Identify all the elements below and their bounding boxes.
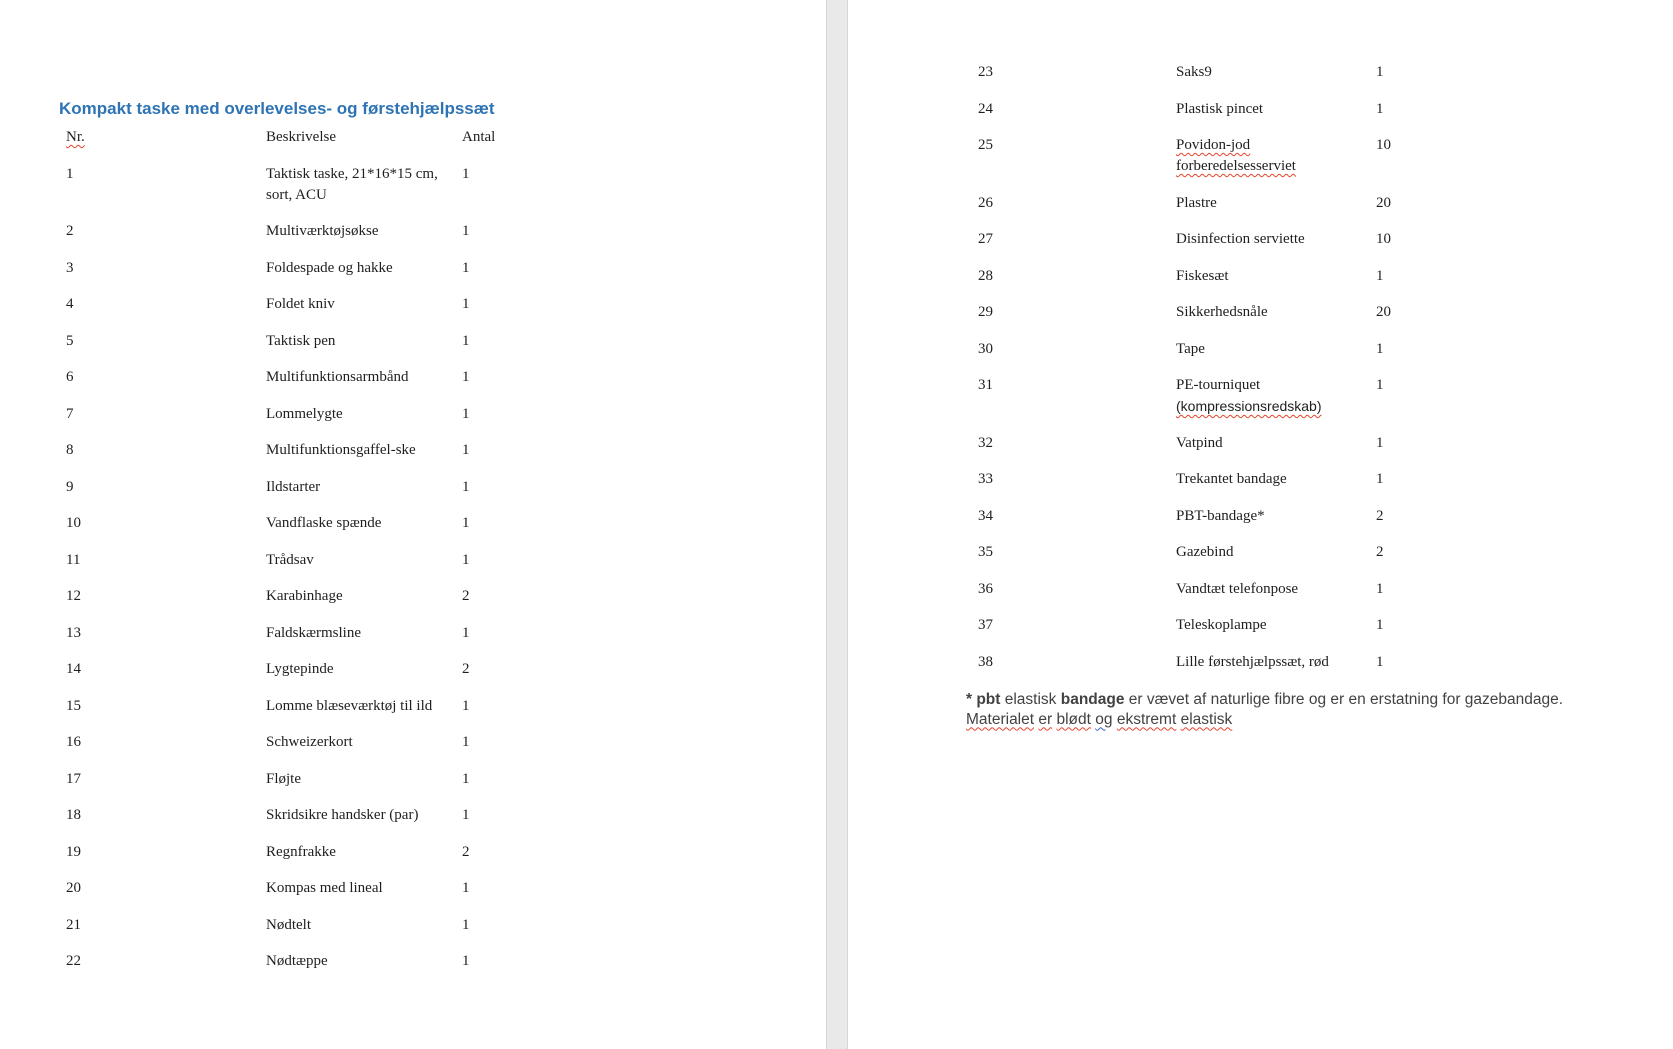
item-quantity: 1 [462,551,470,568]
item-quantity: 1 [462,734,470,750]
table-row [978,433,1436,454]
item-number: 15 [66,697,81,714]
items-table-page-2 [978,62,1436,688]
document-page-1[interactable] [0,0,826,1049]
table-row [66,842,522,863]
item-number: 2 [66,223,74,239]
item-description: Ildstarter [266,478,321,495]
item-number: 10 [66,515,81,531]
page-gap [826,0,848,1049]
item-number: 38 [978,653,993,670]
item-number: 16 [66,734,81,750]
item-description: PE-tourniquet (kompressionsredskab) [1176,377,1322,414]
table-row [978,615,1436,636]
footnote: * pbt elastisk bandage er vævet af naturlige fibre og er en erstatning for gazebandage. Materialet er blødt og ekstremt elastisk [966,691,1564,728]
column-header-description: Beskrivelse [266,129,336,145]
item-number: 17 [66,770,81,787]
table-row [978,339,1436,360]
item-description: PBT-bandage* [1176,507,1265,524]
item-number: 12 [66,588,81,604]
item-number: 3 [66,259,74,276]
table-row [66,164,522,206]
item-number: 26 [978,194,993,211]
item-description: Lomme blæseværktøj til ild [266,697,433,714]
table-row [66,221,522,242]
item-description: Fiskesæt [1176,267,1229,284]
item-description: Regnfrakke [266,843,336,860]
item-number: 9 [66,478,74,495]
item-quantity: 2 [462,843,470,860]
item-number: 29 [978,304,993,320]
item-quantity: 1 [1376,267,1384,284]
item-number: 1 [66,165,74,182]
item-description: Disinfection serviette [1176,231,1305,247]
table-row [978,62,1436,83]
item-quantity: 20 [1376,194,1391,211]
item-number: 37 [978,617,993,633]
table-header-row [66,127,522,148]
table-row [66,477,522,498]
table-row [978,506,1436,527]
item-description: Nødtæppe [266,953,328,969]
item-quantity: 1 [1376,471,1384,487]
item-number: 22 [66,953,81,969]
item-description: Nødtelt [266,916,311,933]
item-description: Fløjte [266,770,302,787]
item-description: Taktisk taske, 21*16*15 cm, sort, ACU [266,165,438,203]
item-description: Vandflaske spænde [266,515,382,531]
item-description: Lygtepinde [266,661,334,677]
item-quantity: 2 [1376,544,1384,560]
item-description: Multiværktøjsøkse [266,223,379,239]
item-description: Teleskoplampe [1176,617,1267,633]
table-row [66,294,522,315]
item-description: Multifunktionsgaffel-ske [266,442,416,458]
item-quantity: 1 [1376,580,1384,597]
item-description: Vandtæt telefonpose [1176,580,1299,597]
table-row [66,367,522,388]
table-row [978,302,1436,323]
table-row [66,769,522,790]
item-quantity: 1 [462,515,470,531]
item-number: 25 [978,137,993,153]
item-description: Foldet kniv [266,296,335,312]
item-description: Taktisk pen [266,332,336,349]
item-description: Lille førstehjælpssæt, rød [1176,653,1329,670]
item-quantity: 2 [462,588,470,604]
item-description: Povidon-jod forberedelsesserviet [1176,137,1296,174]
item-quantity: 1 [462,770,470,787]
item-quantity: 1 [462,624,470,641]
item-quantity: 1 [462,807,470,823]
item-number: 24 [978,100,993,117]
table-body-page-2 [978,62,1436,673]
item-quantity: 1 [462,697,470,714]
item-number: 7 [66,405,74,422]
item-description: Lommelygte [266,405,343,422]
item-description: Kompas med lineal [266,880,383,896]
item-description: Saks9 [1176,64,1212,80]
item-description: Tape [1176,340,1205,357]
item-quantity: 2 [1376,507,1384,524]
item-quantity: 1 [462,880,470,896]
table-row [978,135,1436,177]
item-quantity: 1 [462,223,470,239]
item-description: Plastisk pincet [1176,100,1264,117]
table-row [978,579,1436,600]
item-number: 21 [66,916,81,933]
table-body-page-1 [66,164,522,973]
table-row [66,623,522,644]
item-description: Trådsav [266,551,314,568]
table-row [978,229,1436,250]
item-quantity: 1 [1376,653,1384,670]
item-quantity: 1 [462,478,470,495]
table-row [66,331,522,352]
item-number: 18 [66,807,81,823]
item-description: Foldespade og hakke [266,259,393,276]
table-row [66,659,522,680]
item-number: 34 [978,507,993,524]
item-description: Trekantet bandage [1176,471,1287,487]
table-row [978,652,1436,673]
table-row [66,258,522,279]
item-number: 30 [978,340,993,357]
table-row [978,542,1436,563]
table-row [978,193,1436,214]
item-description: Faldskærmsline [266,624,362,641]
table-row [66,513,522,534]
item-description: Karabinhage [266,588,343,604]
item-number: 27 [978,231,993,247]
item-quantity: 20 [1376,304,1391,320]
item-quantity: 10 [1376,137,1391,153]
table-row [978,375,1436,417]
item-number: 31 [978,377,993,393]
item-number: 20 [66,880,81,896]
item-quantity: 1 [462,259,470,276]
item-quantity: 1 [1376,100,1384,117]
column-header-nr: Nr. [66,129,85,145]
item-quantity: 2 [462,661,470,677]
item-quantity: 10 [1376,231,1391,247]
item-quantity: 1 [462,442,470,458]
item-description: Skridsikre handsker (par) [266,807,419,823]
item-number: 19 [66,843,81,860]
item-description: Plastre [1176,194,1217,211]
item-quantity: 1 [462,953,470,969]
table-row [66,404,522,425]
items-table-page-1 [66,127,522,988]
item-number: 35 [978,544,993,560]
column-header-qty: Antal [462,129,496,145]
item-quantity: 1 [462,916,470,933]
item-quantity: 1 [462,165,470,182]
item-number: 11 [66,551,81,568]
table-row [66,586,522,607]
item-number: 32 [978,434,993,451]
item-number: 23 [978,64,993,80]
table-row [66,696,522,717]
item-number: 36 [978,580,993,597]
item-description: Sikkerhedsnåle [1176,304,1268,320]
item-quantity: 1 [462,332,470,349]
table-row [66,732,522,753]
item-quantity: 1 [1376,434,1384,451]
item-quantity: 1 [462,296,470,312]
table-row [66,440,522,461]
document-page-2[interactable] [848,0,1673,1049]
item-number: 28 [978,267,993,284]
item-quantity: 1 [1376,617,1384,633]
item-quantity: 1 [462,369,470,385]
item-description: Multifunktionsarmbånd [266,369,409,385]
table-row [66,915,522,936]
item-quantity: 1 [1376,377,1384,393]
item-description: Gazebind [1176,544,1234,560]
item-description: Vatpind [1176,434,1223,451]
item-quantity: 1 [1376,64,1384,80]
table-row [66,805,522,826]
table-row [978,266,1436,287]
item-number: 6 [66,369,74,385]
item-number: 4 [66,296,74,312]
item-number: 14 [66,661,81,677]
item-number: 13 [66,624,81,641]
item-description: Schweizerkort [266,734,353,750]
item-number: 8 [66,442,74,458]
table-row [66,878,522,899]
table-row [66,550,522,571]
document-title: Kompakt taske med overlevelses- og førstehjælpssæt [59,99,495,118]
table-row [978,469,1436,490]
item-quantity: 1 [462,405,470,422]
table-row [978,99,1436,120]
item-number: 5 [66,332,74,349]
item-number: 33 [978,471,993,487]
item-quantity: 1 [1376,340,1384,357]
table-row [66,951,522,972]
